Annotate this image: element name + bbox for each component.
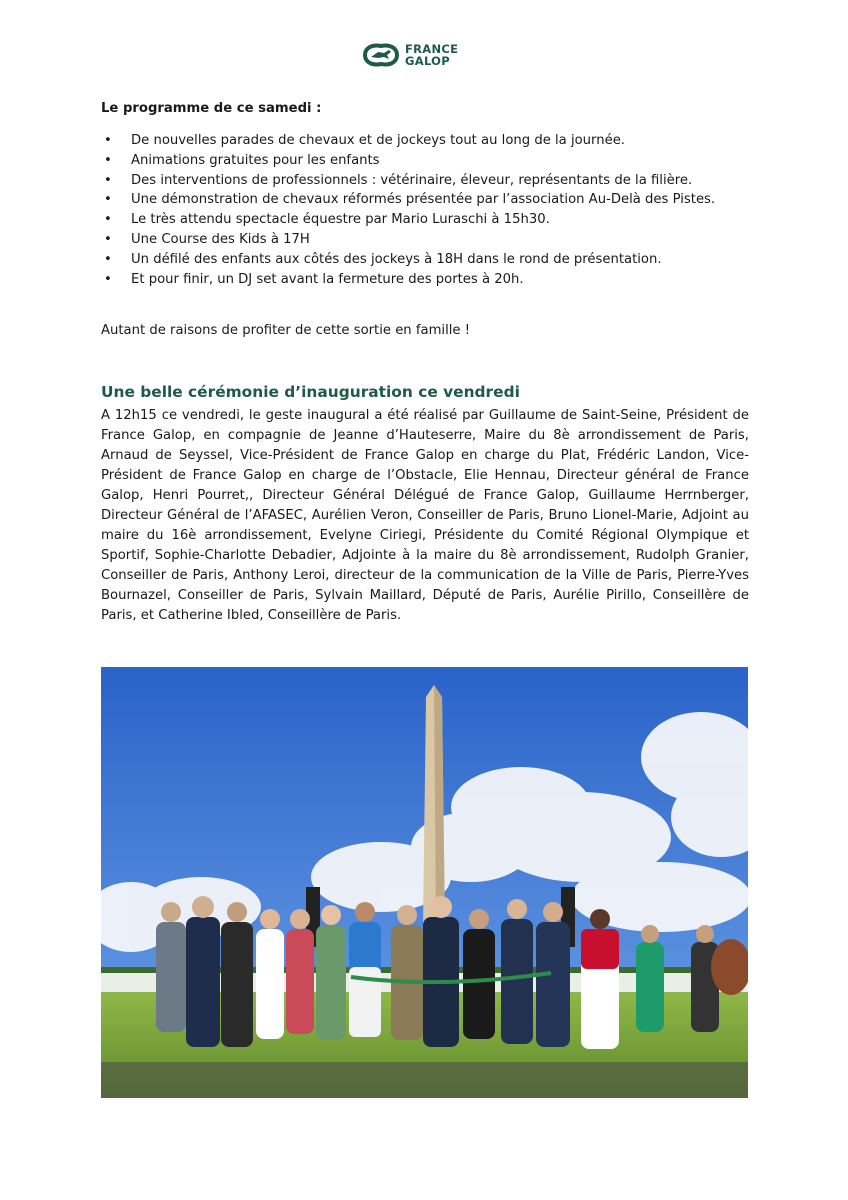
logo-line-2: GALOP: [405, 54, 450, 68]
france-galop-logo: [362, 40, 482, 70]
program-item: • Une démonstration de chevaux réformés présentée par l’association Au-Delà des Pistes.: [101, 190, 749, 210]
program-item: • De nouvelles parades de chevaux et de jockeys tout au long de la journée.: [101, 131, 749, 151]
inauguration-paragraph: A 12h15 ce vendredi, le geste inaugural a été réalisé par Guillaume de Saint-Seine, Président de France Galop, en compagnie de Jeanne d’Hauteserre, Maire du 8è arrondissement de Paris, Arnaud de Seyssel, Vice-Président de France Galop en charge du Plat, Frédéric Landon, Vice-Président de France Galop en charge de l’Obstacle, Elie Hennau, Directeur général de France Galop, Henri Pourret,, Directeur Général Délégué de France Galop, Guillaume Herrnberger, Directeur Général de l’AFASEC, Aurélien Veron, Conseiller de Paris, Bruno Lionel-Marie, Adjoint au maire du 16è arrondissement, Evelyne Ciriegi, Présidente du Comité Régional Olympique et Sportif, Sophie-Charlotte Debadier, Adjointe à la maire du 8è arrondissement, Rudolph Granier, Conseiller de Paris, Anthony Leroi, directeur de la communication de la Ville de Paris, Pierre-Yves Bournazel, Conseiller de Paris, Sylvain Maillard, Député de Paris, Aurélie Pirillo, Conseillère de Paris, et Catherine Ibled, Conseillère de Paris.: [101, 408, 749, 623]
program-item: • Et pour finir, un DJ set avant la fermeture des portes à 20h.: [101, 270, 749, 290]
program-item: • Un défilé des enfants aux côtés des jockeys à 18H dans le rond de présentation.: [101, 250, 749, 270]
logo-text: [405, 43, 458, 67]
inauguration-photo-image: [101, 667, 748, 1098]
program-item: • Des interventions de professionnels : vétérinaire, éleveur, représentants de la filière.: [101, 171, 749, 191]
program-item: • Une Course des Kids à 17H: [101, 230, 749, 250]
inauguration-photo: [101, 667, 748, 1098]
section-title: Une belle cérémonie d’inauguration ce vendredi: [101, 383, 520, 401]
program-item: • Animations gratuites pour les enfants: [101, 151, 749, 171]
logo-line-1: FRANCE: [405, 42, 459, 56]
program-item: • Le très attendu spectacle équestre par Mario Luraschi à 15h30.: [101, 210, 749, 230]
program-outro: Autant de raisons de profiter de cette sortie en famille !: [101, 323, 471, 338]
program-heading: Le programme de ce samedi :: [101, 101, 322, 116]
france-galop-logo-icon: [362, 42, 400, 68]
program-list: [101, 131, 749, 289]
